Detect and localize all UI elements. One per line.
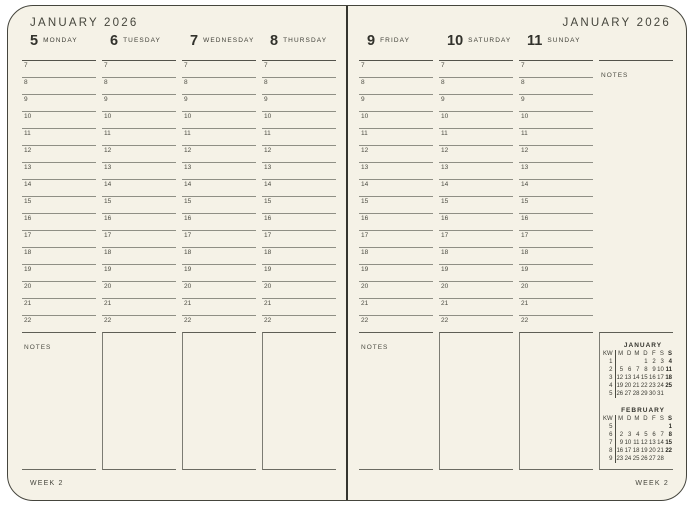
left-week-row (22, 470, 336, 496)
cal-week-number: 5 (603, 390, 616, 398)
planner-spread (7, 5, 687, 501)
hour-slot-16: 16 (439, 213, 513, 230)
hour-slot-19: 19 (519, 264, 593, 281)
hour-slot-12: 12 (439, 145, 513, 162)
hour-slot-21: 21 (439, 298, 513, 315)
hour-slot-7: 7 (104, 62, 108, 69)
notes-area (439, 332, 513, 470)
cal-day-header: M (618, 351, 624, 357)
cal-day-header: F (652, 416, 656, 422)
hour-slot-10: 10 (102, 111, 176, 128)
hour-slot-18: 18 (182, 247, 256, 264)
day-number: 8 (270, 33, 279, 49)
side-notes-column (599, 34, 673, 470)
hour-slot-18: 18 (359, 247, 433, 264)
side-notes-area (599, 60, 673, 332)
hour-slot-21: 21 (182, 298, 256, 315)
cal-day-cell (624, 358, 632, 366)
cal-day-cell: 1 (668, 424, 672, 430)
hour-slot-20: 20 (22, 281, 96, 298)
hour-slot-16: 16 (22, 213, 96, 230)
cal-day-cell: 5 (644, 432, 648, 438)
mini-calendar-january (603, 342, 673, 398)
cal-day-header: M (634, 416, 640, 422)
day-column-monday (22, 34, 96, 470)
hour-slot-16: 16 (262, 213, 336, 230)
hour-slot-21: 21 (519, 298, 593, 315)
hour-slot-11: 11 (439, 128, 513, 145)
day-number: 5 (30, 33, 39, 49)
hour-slot-14: 14 (102, 179, 176, 196)
cal-day-cell (616, 423, 624, 431)
hour-slot-14: 14 (22, 179, 96, 196)
notes-area (22, 332, 96, 470)
day-header (519, 34, 593, 60)
right-day-columns (359, 34, 673, 470)
day-name: SATURDAY (468, 36, 512, 44)
cal-day-cell: 23 (616, 456, 624, 462)
hour-slot-22: 22 (182, 315, 256, 332)
cal-day-cell: 24 (624, 456, 632, 462)
hour-slot-10: 10 (262, 111, 336, 128)
day-number: 10 (447, 33, 464, 49)
cal-day-cell: 21 (632, 383, 640, 389)
hour-slot-15: 15 (182, 196, 256, 213)
hour-slot-10: 10 (519, 111, 593, 128)
notes-label: NOTES (361, 344, 389, 351)
cal-day-cell: 20 (649, 448, 656, 454)
hour-slot-11: 11 (359, 128, 433, 145)
day-column-tuesday (102, 34, 176, 470)
cal-day-header: M (634, 351, 640, 357)
cal-day-cell: 8 (644, 367, 648, 373)
hour-slot-8: 8 (102, 77, 176, 94)
hour-grid (519, 60, 593, 332)
mini-calendar-grid (603, 415, 673, 463)
hour-slot-12: 12 (262, 145, 336, 162)
hour-slot-19: 19 (359, 264, 433, 281)
cal-kw-header: KW (603, 415, 616, 423)
hour-slot-8: 8 (182, 77, 256, 94)
hour-grid (22, 60, 96, 332)
mini-calendar-title: FEBRUARY (621, 407, 665, 414)
hour-slot-9: 9 (359, 94, 433, 111)
hour-slot-7: 7 (521, 62, 525, 69)
cal-day-cell: 6 (652, 432, 656, 438)
cal-day-cell (632, 423, 640, 431)
cal-week-number: 8 (603, 447, 616, 455)
hour-slot-21: 21 (359, 298, 433, 315)
hour-slot-19: 19 (439, 264, 513, 281)
hour-slot-17: 17 (359, 230, 433, 247)
cal-day-cell: 16 (616, 448, 624, 454)
day-header (22, 34, 96, 60)
cal-day-cell: 26 (616, 391, 624, 397)
hour-slot-22: 22 (22, 315, 96, 332)
left-day-columns (22, 34, 336, 470)
day-name: TUESDAY (123, 36, 161, 44)
hour-slot-22: 22 (359, 315, 433, 332)
day-header (359, 34, 433, 60)
cal-day-cell: 3 (660, 359, 664, 365)
day-name: THURSDAY (283, 36, 328, 44)
hour-slot-20: 20 (182, 281, 256, 298)
cal-day-cell: 7 (636, 367, 640, 373)
notes-area (359, 332, 433, 470)
hour-slot-19: 19 (262, 264, 336, 281)
cal-day-cell (665, 455, 673, 463)
day-column-friday (359, 34, 433, 470)
notes-area (102, 332, 176, 470)
hour-slot-20: 20 (439, 281, 513, 298)
hour-slot-7: 7 (361, 62, 365, 69)
cal-day-cell: 26 (640, 456, 648, 462)
cal-day-cell (649, 423, 657, 431)
cal-week-number: 3 (603, 374, 616, 382)
hour-slot-8: 8 (519, 77, 593, 94)
cal-day-cell: 10 (624, 440, 632, 446)
hour-slot-14: 14 (439, 179, 513, 196)
cal-day-cell: 19 (616, 383, 624, 389)
hour-slot-22: 22 (262, 315, 336, 332)
day-header (102, 34, 176, 60)
hour-slot-13: 13 (22, 162, 96, 179)
hour-slot-16: 16 (359, 213, 433, 230)
cal-day-cell: 9 (619, 440, 624, 446)
hour-grid (439, 60, 513, 332)
hour-slot-8: 8 (262, 77, 336, 94)
hour-grid (262, 60, 336, 332)
hour-slot-15: 15 (102, 196, 176, 213)
day-header (262, 34, 336, 60)
hour-slot-11: 11 (262, 128, 336, 145)
hour-slot-22: 22 (519, 315, 593, 332)
cal-day-cell: 3 (627, 432, 632, 438)
hour-slot-18: 18 (102, 247, 176, 264)
hour-slot-16: 16 (182, 213, 256, 230)
side-column-header-spacer (599, 34, 673, 60)
cal-day-cell: 17 (624, 448, 632, 454)
hour-slot-17: 17 (262, 230, 336, 247)
cal-day-cell (616, 358, 624, 366)
cal-day-cell: 27 (624, 391, 632, 397)
cal-day-cell: 5 (619, 367, 624, 373)
hour-slot-14: 14 (519, 179, 593, 196)
hour-slot-22: 22 (439, 315, 513, 332)
cal-day-header: S (659, 416, 664, 422)
cal-day-cell: 28 (632, 391, 640, 397)
hour-slot-21: 21 (262, 298, 336, 315)
cal-week-number: 6 (603, 431, 616, 439)
hour-slot-21: 21 (102, 298, 176, 315)
cal-day-cell: 24 (657, 383, 664, 389)
cal-week-number: 4 (603, 382, 616, 390)
cal-day-cell: 19 (640, 448, 648, 454)
cal-day-cell: 27 (649, 456, 656, 462)
day-number: 9 (367, 33, 376, 49)
cal-day-cell: 11 (665, 367, 672, 373)
cal-day-cell: 11 (633, 440, 640, 446)
hour-slot-20: 20 (102, 281, 176, 298)
hour-slot-13: 13 (262, 162, 336, 179)
cal-day-cell: 16 (649, 375, 656, 381)
hour-slot-9: 9 (102, 94, 176, 111)
mini-calendar-february (603, 407, 673, 463)
cal-day-cell: 22 (640, 383, 648, 389)
notes-label: NOTES (24, 344, 52, 351)
left-month-header: JANUARY 2026 (30, 17, 139, 29)
hour-slot-15: 15 (519, 196, 593, 213)
cal-week-number: 5 (603, 423, 616, 431)
hour-slot-9: 9 (519, 94, 593, 111)
cal-day-cell: 18 (632, 448, 640, 454)
day-number: 7 (190, 33, 199, 49)
hour-slot-13: 13 (182, 162, 256, 179)
cal-day-cell: 14 (657, 440, 664, 446)
hour-slot-12: 12 (359, 145, 433, 162)
cal-day-header: D (643, 351, 648, 357)
hour-slot-17: 17 (102, 230, 176, 247)
hour-slot-16: 16 (519, 213, 593, 230)
day-name: MONDAY (43, 36, 78, 44)
hour-slot-7: 7 (264, 62, 268, 69)
hour-slot-20: 20 (359, 281, 433, 298)
cal-day-cell: 28 (657, 456, 664, 462)
hour-slot-10: 10 (359, 111, 433, 128)
hour-slot-10: 10 (182, 111, 256, 128)
hour-slot-13: 13 (439, 162, 513, 179)
cal-day-cell: 12 (640, 440, 648, 446)
hour-slot-12: 12 (519, 145, 593, 162)
mini-calendar-grid (603, 350, 673, 398)
day-number: 6 (110, 33, 119, 49)
hour-slot-12: 12 (182, 145, 256, 162)
cal-day-cell: 21 (657, 448, 664, 454)
cal-day-header: M (618, 416, 624, 422)
right-page (345, 6, 686, 500)
cal-day-cell (632, 358, 640, 366)
cal-day-cell: 14 (632, 375, 640, 381)
day-header (182, 34, 256, 60)
hour-slot-9: 9 (439, 94, 513, 111)
day-header (439, 34, 513, 60)
cal-day-header: D (643, 416, 648, 422)
hour-slot-15: 15 (359, 196, 433, 213)
day-column-sunday (519, 34, 593, 470)
cal-day-cell: 18 (665, 375, 672, 381)
hour-slot-18: 18 (519, 247, 593, 264)
hour-slot-8: 8 (439, 77, 513, 94)
hour-slot-14: 14 (182, 179, 256, 196)
cal-day-cell (665, 390, 673, 398)
hour-slot-8: 8 (359, 77, 433, 94)
cal-week-number: 9 (603, 455, 616, 463)
left-week-label: WEEK 2 (30, 479, 64, 487)
hour-slot-13: 13 (102, 162, 176, 179)
cal-day-header: D (626, 351, 632, 357)
cal-day-cell: 20 (624, 383, 632, 389)
cal-day-cell (657, 423, 665, 431)
hour-slot-18: 18 (22, 247, 96, 264)
hour-slot-17: 17 (22, 230, 96, 247)
day-name: FRIDAY (380, 36, 411, 44)
cal-day-cell: 25 (665, 383, 672, 389)
cal-day-cell: 29 (640, 391, 648, 397)
cal-day-cell: 23 (649, 383, 656, 389)
hour-slot-15: 15 (262, 196, 336, 213)
notes-area (519, 332, 593, 470)
notes-area (262, 332, 336, 470)
day-number: 11 (527, 33, 543, 49)
hour-slot-18: 18 (262, 247, 336, 264)
hour-slot-9: 9 (182, 94, 256, 111)
right-month-header: JANUARY 2026 (562, 17, 671, 29)
hour-slot-12: 12 (102, 145, 176, 162)
day-name: WEDNESDAY (203, 36, 255, 44)
hour-slot-14: 14 (359, 179, 433, 196)
hour-slot-14: 14 (262, 179, 336, 196)
hour-slot-7: 7 (441, 62, 445, 69)
hour-slot-9: 9 (22, 94, 96, 111)
day-column-wednesday (182, 34, 256, 470)
cal-day-cell: 15 (665, 440, 672, 446)
cal-day-cell: 6 (627, 367, 632, 373)
hour-slot-22: 22 (102, 315, 176, 332)
cal-day-cell: 2 (652, 359, 656, 365)
hour-slot-19: 19 (102, 264, 176, 281)
cal-day-cell: 4 (636, 432, 640, 438)
hour-slot-17: 17 (519, 230, 593, 247)
hour-grid (102, 60, 176, 332)
cal-day-cell: 22 (665, 448, 672, 454)
cal-day-cell: 8 (668, 432, 672, 438)
cal-day-cell: 2 (619, 432, 624, 438)
hour-grid (182, 60, 256, 332)
notes-area (182, 332, 256, 470)
hour-slot-17: 17 (439, 230, 513, 247)
hour-slot-17: 17 (182, 230, 256, 247)
hour-slot-8: 8 (22, 77, 96, 94)
hour-slot-7: 7 (24, 62, 28, 69)
hour-slot-19: 19 (22, 264, 96, 281)
cal-day-cell: 7 (660, 432, 664, 438)
cal-day-header: D (626, 416, 632, 422)
hour-slot-13: 13 (519, 162, 593, 179)
cal-day-cell: 13 (649, 440, 656, 446)
cal-day-cell: 10 (657, 367, 664, 373)
hour-slot-15: 15 (439, 196, 513, 213)
cal-day-cell: 9 (652, 367, 656, 373)
cal-day-cell: 30 (649, 391, 656, 397)
mini-calendar-title: JANUARY (623, 342, 663, 349)
hour-slot-7: 7 (184, 62, 188, 69)
cal-kw-header: KW (603, 350, 616, 358)
day-name: SUNDAY (547, 36, 581, 44)
cal-week-number: 2 (603, 366, 616, 374)
cal-day-cell (640, 423, 648, 431)
hour-slot-12: 12 (22, 145, 96, 162)
hour-slot-20: 20 (519, 281, 593, 298)
hour-slot-11: 11 (182, 128, 256, 145)
cal-day-cell: 31 (657, 391, 664, 397)
cal-week-number: 1 (603, 358, 616, 366)
left-page (8, 6, 345, 500)
day-column-thursday (262, 34, 336, 470)
cal-day-cell: 13 (624, 375, 632, 381)
cal-day-cell: 25 (632, 456, 640, 462)
cal-day-header: F (652, 351, 656, 357)
right-week-label: WEEK 2 (635, 479, 669, 487)
hour-slot-11: 11 (22, 128, 96, 145)
cal-day-cell (624, 423, 632, 431)
cal-day-header: S (667, 416, 672, 422)
hour-slot-9: 9 (262, 94, 336, 111)
cal-day-header: S (667, 351, 672, 357)
hour-slot-18: 18 (439, 247, 513, 264)
hour-slot-11: 11 (102, 128, 176, 145)
hour-slot-10: 10 (22, 111, 96, 128)
hour-slot-13: 13 (359, 162, 433, 179)
cal-day-cell: 17 (657, 375, 664, 381)
hour-slot-16: 16 (102, 213, 176, 230)
day-column-saturday (439, 34, 513, 470)
cal-day-cell: 12 (616, 375, 624, 381)
hour-grid (359, 60, 433, 332)
mini-calendars-area (599, 332, 673, 470)
cal-week-number: 7 (603, 439, 616, 447)
hour-slot-11: 11 (519, 128, 593, 145)
hour-slot-10: 10 (439, 111, 513, 128)
hour-slot-21: 21 (22, 298, 96, 315)
cal-day-header: S (659, 351, 664, 357)
right-week-row (359, 470, 673, 496)
cal-day-cell: 1 (644, 359, 648, 365)
binding-spine (346, 6, 348, 500)
hour-slot-15: 15 (22, 196, 96, 213)
hour-slot-20: 20 (262, 281, 336, 298)
cal-day-cell: 4 (668, 359, 672, 365)
cal-day-cell: 15 (640, 375, 648, 381)
hour-slot-19: 19 (182, 264, 256, 281)
side-notes-label: NOTES (601, 72, 629, 79)
